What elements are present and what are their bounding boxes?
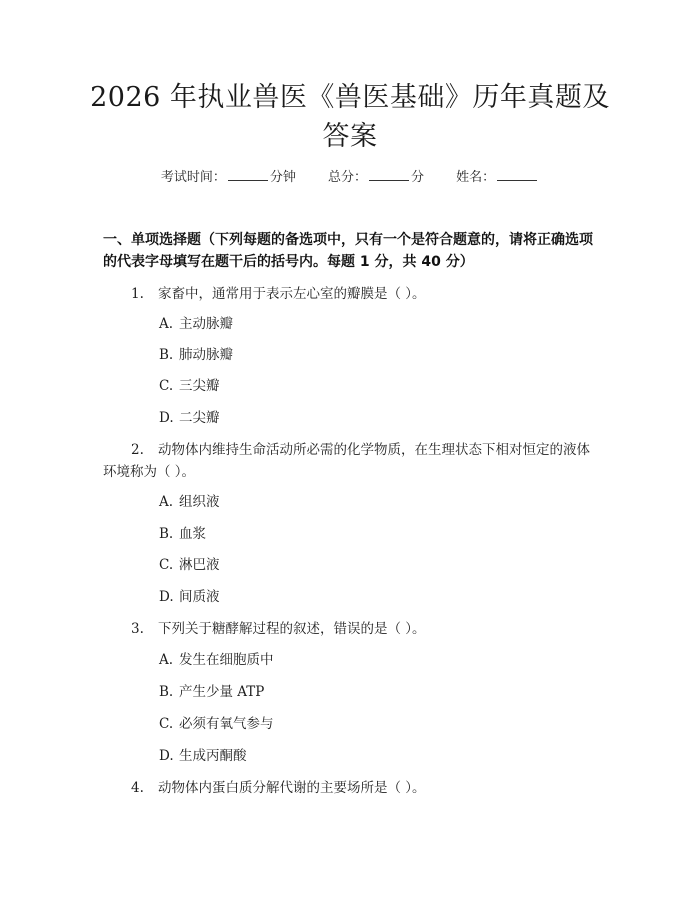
option-item[interactable] <box>159 650 274 670</box>
option-letter: D. <box>159 410 174 426</box>
exam-time-blank[interactable] <box>228 168 268 181</box>
question-1 <box>131 283 601 305</box>
total-score-field <box>328 166 424 185</box>
question-number: 1. <box>131 286 144 302</box>
option-text: 发生在细胞质中 <box>179 652 274 668</box>
option-item[interactable] <box>159 714 274 734</box>
option-text: 间质液 <box>179 589 220 605</box>
option-text: 生成丙酮酸 <box>179 748 247 764</box>
option-text: 三尖瓣 <box>179 378 220 394</box>
option-letter: B. <box>159 347 174 363</box>
option-text: 淋巴液 <box>179 557 220 573</box>
question-number: 2. <box>131 442 144 458</box>
question-stem-line-2: 环境称为（ ）。 <box>103 464 196 480</box>
name-blank[interactable] <box>497 168 537 181</box>
question-stem: 家畜中，通常用于表示左心室的瓣膜是（ ）。 <box>158 286 426 302</box>
option-letter: B. <box>159 526 174 542</box>
total-score-unit: 分 <box>411 170 425 185</box>
option-item[interactable] <box>159 524 206 544</box>
option-item[interactable] <box>159 587 220 607</box>
option-text: 二尖瓣 <box>179 410 220 426</box>
exam-time-label: 考试时间： <box>160 170 226 185</box>
option-text: 产生少量 ATP <box>179 684 265 700</box>
option-letter: C. <box>159 378 174 394</box>
question-stem: 动物体内蛋白质分解代谢的主要场所是（ ）。 <box>158 780 426 796</box>
option-letter: C. <box>159 557 174 573</box>
total-score-label: 总分： <box>327 170 367 185</box>
exam-info-line <box>0 166 700 185</box>
option-letter: A. <box>159 494 174 510</box>
section-heading: 一、单项选择题（下列每题的备选项中，只有一个是符合题意的，请将正确选项的代表字母填写在题干后的括号内。每题 1 分，共 40 分） <box>103 232 593 270</box>
option-item[interactable] <box>159 345 233 365</box>
option-letter: D. <box>159 748 174 764</box>
total-score-blank[interactable] <box>369 168 409 181</box>
option-text: 主动脉瓣 <box>179 316 233 332</box>
option-item[interactable] <box>159 746 247 766</box>
option-item[interactable] <box>159 682 264 702</box>
question-3 <box>131 618 601 640</box>
exam-time-unit: 分钟 <box>269 170 296 185</box>
option-letter: C. <box>159 716 174 732</box>
option-letter: A. <box>159 316 174 332</box>
exam-time-field <box>161 166 296 185</box>
option-item[interactable] <box>159 314 233 334</box>
option-item[interactable] <box>159 408 220 428</box>
option-text: 肺动脉瓣 <box>179 347 233 363</box>
option-letter: D. <box>159 589 174 605</box>
question-number: 3. <box>131 621 144 637</box>
question-number: 4. <box>131 780 144 796</box>
question-4 <box>131 777 601 799</box>
question-2 <box>131 439 601 461</box>
question-stem: 下列关于糖酵解过程的叙述，错误的是（ ）。 <box>158 621 426 637</box>
document-title: 2026 年执业兽医《兽医基础》历年真题及答案 <box>90 82 610 152</box>
question-2-continuation <box>103 461 573 483</box>
option-text: 必须有氧气参与 <box>179 716 274 732</box>
option-letter: B. <box>159 684 174 700</box>
option-text: 组织液 <box>179 494 220 510</box>
name-label: 姓名： <box>456 170 496 185</box>
option-item[interactable] <box>159 492 220 512</box>
option-letter: A. <box>159 652 174 668</box>
option-item[interactable] <box>159 376 220 396</box>
option-item[interactable] <box>159 555 220 575</box>
name-field <box>456 166 539 185</box>
question-stem-line-1: 动物体内维持生命活动所必需的化学物质，在生理状态下相对恒定的液体 <box>158 442 590 458</box>
option-text: 血浆 <box>179 526 206 542</box>
